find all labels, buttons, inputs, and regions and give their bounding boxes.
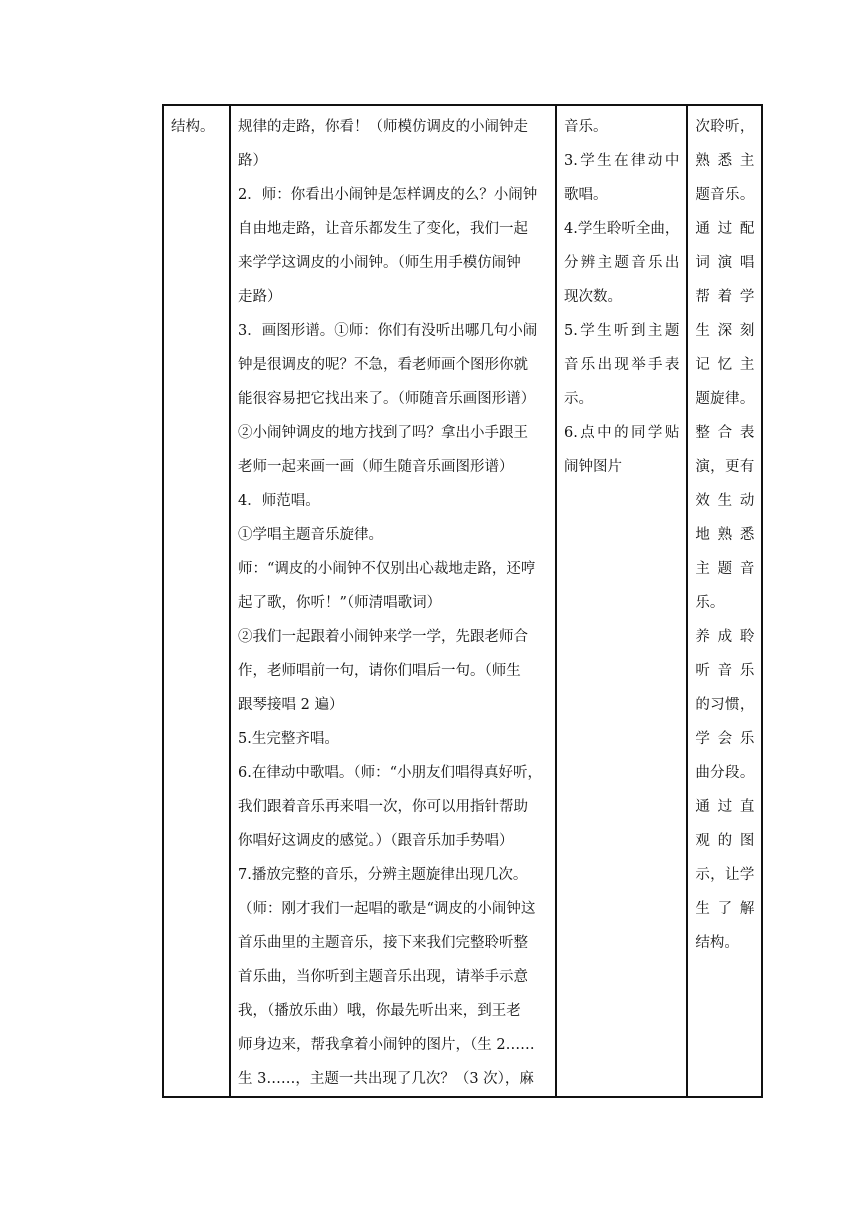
design-intent-line: 观的图: [695, 833, 755, 849]
teacher-activity-cell: [230, 105, 556, 1097]
teacher-activity-line: 我们跟着音乐再来唱一次，你可以用指针帮助: [238, 799, 528, 815]
teacher-activity-line: 你唱好这调皮的感觉。）（跟音乐加手势唱）: [238, 833, 514, 849]
teacher-activity-line: ②我们一起跟着小闹钟来学一学，先跟老师合: [238, 629, 528, 645]
design-intent-line: 整合表: [695, 425, 755, 441]
teacher-activity-line: 作，老师唱前一句，请你们唱后一句。（师生: [238, 663, 521, 679]
student-activity-line: 音乐出现举手表: [564, 357, 680, 373]
student-activity-line: 3.学生在律动中: [564, 153, 680, 169]
teacher-activity-line: 师身边来，帮我拿着小闹钟的图片，（生 2……: [238, 1037, 535, 1053]
student-activity-line: 示。: [564, 391, 593, 407]
teacher-activity-line: 起了歌，你听！”（师清唱歌词）: [238, 595, 442, 611]
student-activity-line: 6.点中的同学贴: [564, 425, 680, 441]
design-intent-line: 示，让学: [695, 867, 755, 883]
design-intent-line: 题旋律。: [695, 391, 755, 407]
design-intent-line: 学会乐: [695, 731, 755, 747]
student-activity-line: 现次数。: [564, 289, 622, 305]
table-row: [163, 105, 762, 1097]
teacher-activity-line: 首乐曲里的主题音乐，接下来我们完整聆听整: [238, 935, 528, 951]
design-intent-line: 熟悉主: [695, 153, 755, 169]
student-activity-line: 5.学生听到主题: [564, 323, 680, 339]
lesson-plan-table: [162, 104, 763, 1098]
design-intent-line: 地熟悉: [695, 527, 755, 543]
teacher-activity-line: 走路）: [238, 289, 282, 305]
teacher-activity-line: 老师一起来画一画（师生随音乐画图形谱）: [238, 459, 514, 475]
design-intent-line: 的习惯，: [695, 697, 755, 713]
design-intent-line: 乐。: [695, 595, 725, 611]
design-intent-line: 通过配: [695, 221, 755, 237]
student-activity-line: 闹钟图片: [564, 459, 622, 475]
teacher-activity-line: 6.在律动中歌唱。（师：“小朋友们唱得真好听，: [238, 765, 542, 781]
teacher-activity-line: （师：刚才我们一起唱的歌是“调皮的小闹钟这: [238, 901, 536, 917]
student-activity-line: 歌唱。: [564, 187, 608, 203]
teacher-activity-line: 首乐曲，当你听到主题音乐出现，请举手示意: [238, 969, 528, 985]
teacher-activity-line: 师：“调皮的小闹钟不仅别出心裁地走路，还哼: [238, 561, 536, 577]
teacher-activity-line: 路）: [238, 153, 267, 169]
teacher-activity-line: 生 3……，主题一共出现了几次？（3 次），麻: [238, 1071, 534, 1087]
teacher-activity-line: 自由地走路，让音乐都发生了变化，我们一起: [238, 221, 528, 237]
design-intent-line: 生深刻: [695, 323, 755, 339]
teacher-activity-line: 5.生完整齐唱。: [238, 731, 339, 747]
teacher-activity-line: 7.播放完整的音乐，分辨主题旋律出现几次。: [238, 867, 528, 883]
teacher-activity-line: 4．师范唱。: [238, 493, 320, 509]
student-activity-cell: [556, 105, 687, 1097]
student-activity-line: 分辨主题音乐出: [564, 255, 680, 271]
design-intent-line: 题音乐。: [695, 187, 755, 203]
design-intent-line: 记忆主: [695, 357, 755, 373]
student-activity-line: 音乐。: [564, 119, 608, 135]
design-intent-line: 养成聆: [695, 629, 755, 645]
design-intent-line: 曲分段。: [695, 765, 755, 781]
teacher-activity-line: 我，（播放乐曲）哦，你最先听出来，到王老: [238, 1003, 521, 1019]
design-intent-line: 帮着学: [695, 289, 755, 305]
design-intent-cell: [687, 105, 762, 1097]
teacher-activity-line: 钟是很调皮的呢？不急，看老师画个图形你就: [238, 357, 528, 373]
design-intent-line: 通过直: [695, 799, 755, 815]
teacher-activity-line: 跟琴接唱 2 遍）: [238, 697, 344, 713]
teacher-activity-line: 3．画图形谱。①师：你们有没听出哪几句小闹: [238, 323, 538, 339]
section-text: 结构。: [171, 119, 215, 135]
teacher-activity-line: ①学唱主题音乐旋律。: [238, 527, 383, 543]
teacher-activity-line: ②小闹钟调皮的地方找到了吗？拿出小手跟王: [238, 425, 528, 441]
teacher-activity-line: 2．师：你看出小闹钟是怎样调皮的么？小闹钟: [238, 187, 538, 203]
design-intent-line: 演，更有: [695, 459, 755, 475]
design-intent-line: 主题音: [695, 561, 755, 577]
design-intent-line: 生了解: [695, 901, 755, 917]
design-intent-line: 词演唱: [695, 255, 755, 271]
design-intent-line: 次聆听，: [695, 119, 755, 135]
section-cell: [163, 105, 230, 1097]
design-intent-line: 效生动: [695, 493, 755, 509]
student-activity-line: 4.学生聆听全曲，: [564, 221, 680, 237]
design-intent-line: 结构。: [695, 935, 739, 951]
teacher-activity-line: 来学学这调皮的小闹钟。（师生用手模仿闹钟: [238, 255, 521, 271]
design-intent-line: 听音乐: [695, 663, 755, 679]
teacher-activity-line: 规律的走路，你看！（师模仿调皮的小闹钟走: [238, 119, 528, 135]
teacher-activity-line: 能很容易把它找出来了。（师随音乐画图形谱）: [238, 391, 536, 407]
